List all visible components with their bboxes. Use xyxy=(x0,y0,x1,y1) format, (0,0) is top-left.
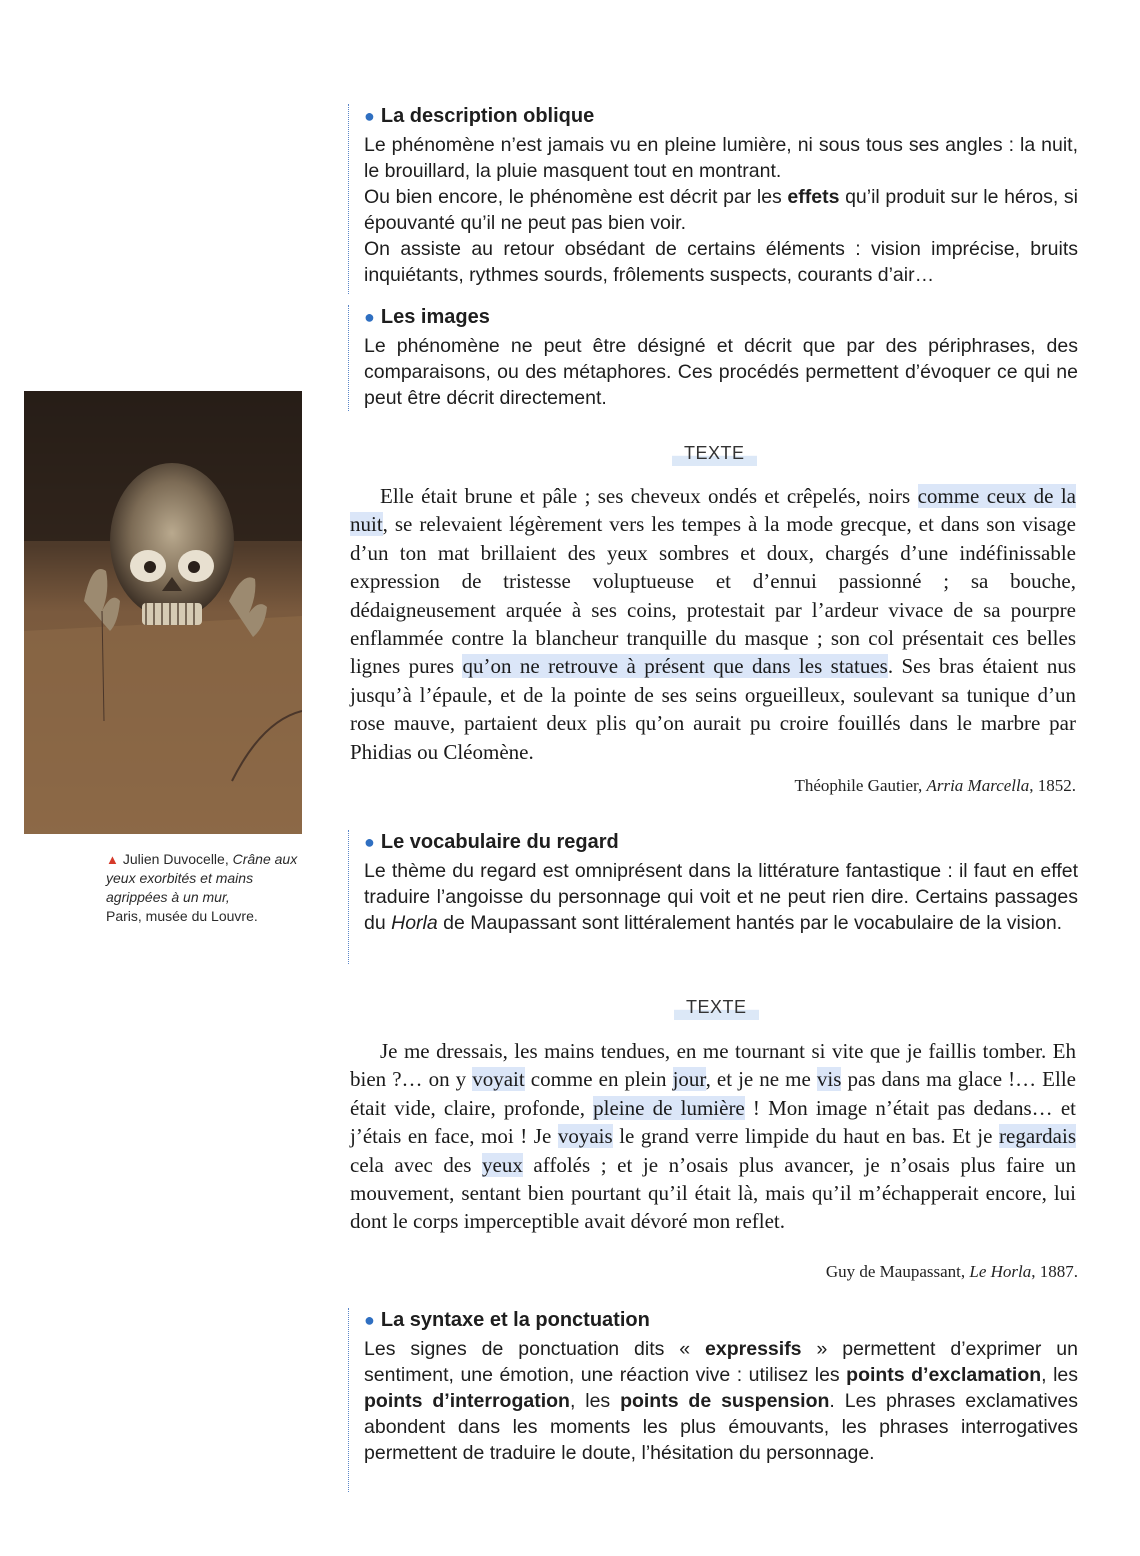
section-images xyxy=(348,305,1078,411)
section-vocabulaire-regard xyxy=(348,830,1078,964)
skull-painting xyxy=(24,391,302,834)
paragraph: Le phénomène n’est jamais vu en pleine lumière, ni sous tous ses angles : la nuit, le brouillard, la pluie masquent tout en montrant. xyxy=(364,134,1078,182)
highlight: voyais xyxy=(557,1124,613,1149)
paragraph: Le phénomène ne peut être désigné et décrit que par des périphrases, des comparaisons, ou des métaphores. Ces procédés permettent d’évoquer ce qui ne peut être décrit directement. xyxy=(364,335,1078,409)
texte-maupassant: Je me dressais, les mains tendues, en me tournant si vite que je faillis tomber. Eh bien ?… on y voyait comme en plein jour, et je ne me vis pas dans ma glace !… Elle était vide, claire, profonde, pleine de lumière ! Mon image n’était pas dedans… et j’étais en face, moi ! Je voyais le grand verre limpide du haut en bas. Et je regardais cela avec des yeux affolés ; et je n’osais plus avancer, je n’osais plus faire un mouvement, sentant bien pourtant qu’il était là, mais qu’il m’échapperait encore, lui dont le corps imperceptible avait dévoré mon reflet. xyxy=(350,1039,1077,1234)
paragraph: Ou bien encore, le phénomène est décrit par les effets qu’il produit sur le héros, si épouvanté qu’il ne peut pas bien voir. xyxy=(364,186,1078,234)
section-syntaxe-ponctuation xyxy=(348,1308,1078,1492)
texte-gautier: Elle était brune et pâle ; ses cheveux ondés et crêpelés, noirs comme ceux de la nuit, se relevaient légèrement vers les tempes à la mode grecque, et dans son visage d’un ton mat brillaient des yeux sombres et doux, chargés d’une indéfinissable expression de tristesse voluptueuse et d’ennui passionné ; sa bouche, dédaigneusement arquée à ses coins, protestait par l’ardeur vivace de sa pourpre enflammée contre la blancheur tranquille du masque ; son col présentait ces belles lignes pures qu’on ne retrouve à présent que dans les statues. Ses bras étaient nus jusqu’à l’épaule, et de la pointe de ses seins orgueilleux, soulevant sa tunique d’un rose mauve, partaient deux plis qu’on aurait pu croire fouillés dans le marbre par Phidias ou Cléomène. xyxy=(350,484,1077,764)
triangle-icon: ▲ xyxy=(106,852,119,867)
section-description-oblique xyxy=(348,104,1078,294)
bullet-icon: ● xyxy=(364,1310,375,1330)
bullet-icon: ● xyxy=(364,106,375,126)
highlight: jour xyxy=(672,1067,706,1092)
section-title: ● La syntaxe et la ponctuation xyxy=(364,1309,650,1331)
highlight: comme ceux de la nuit xyxy=(350,484,1076,537)
highlight: vis xyxy=(816,1067,842,1092)
highlight: pleine de lumière xyxy=(593,1095,745,1120)
paragraph: Les signes de ponctuation dits « expressifs » permettent d’exprimer un sentiment, une émotion, une réaction vive : utilisez les points d’exclamation, les points d’interrogation, les points de suspension. Les phrases exclamatives abondent dans les moments les plus émouvants, les phrases interrogatives permettent de traduire le doute, l’hésitation du personnage. xyxy=(364,1338,1078,1464)
bullet-icon: ● xyxy=(364,307,375,327)
paragraph: Le thème du regard est omniprésent dans la littérature fantastique : il faut en effet traduire l’angoisse du personnage qui voit et ne peut rien dire. Certains passages du Horla de Maupassant sont littéralement hantés par le vocabulaire de la vision. xyxy=(364,860,1078,934)
highlight: voyait xyxy=(472,1067,525,1092)
section-title: ● Le vocabulaire du regard xyxy=(364,831,619,853)
source-maupassant: Guy de Maupassant, Le Horla, 1887. xyxy=(825,1262,1078,1281)
section-title: ● Les images xyxy=(364,306,490,328)
section-title: ● La description oblique xyxy=(364,105,595,127)
highlight: yeux xyxy=(482,1152,523,1177)
picture-caption: ▲ Julien Duvocelle, Crâne aux yeux exorbités et mains agrippées à un mur, Paris, musée du Louvre. xyxy=(106,851,298,924)
paragraph: On assiste au retour obsédant de certains éléments : vision imprécise, bruits inquiétants, rythmes sourds, frôlements suspects, courants d’air… xyxy=(364,238,1078,286)
source-gautier: Théophile Gautier, Arria Marcella, 1852. xyxy=(794,776,1076,795)
texte-label: TEXTE xyxy=(672,443,757,466)
texte-label: TEXTE xyxy=(674,997,759,1020)
bullet-icon: ● xyxy=(364,832,375,852)
highlight: regardais xyxy=(999,1124,1076,1149)
highlight: qu’on ne retrouve à présent que dans les statues xyxy=(462,654,888,679)
